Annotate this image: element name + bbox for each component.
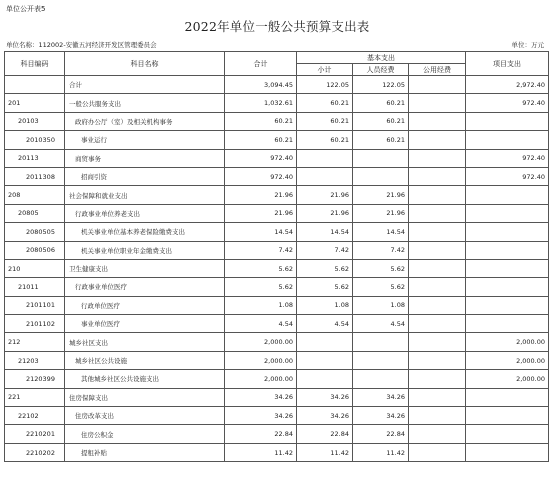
cell-total: 60.21 <box>225 131 297 149</box>
cell-code: 2210202 <box>5 443 65 461</box>
cell-total: 5.62 <box>225 259 297 277</box>
page-title: 2022年单位一般公共预算支出表 <box>184 19 370 34</box>
cell-code: 210 <box>5 259 65 277</box>
cell-subtotal <box>297 351 353 369</box>
cell-total: 972.40 <box>225 149 297 167</box>
cell-project <box>466 259 549 277</box>
table-row <box>5 76 549 94</box>
cell-project <box>466 388 549 406</box>
header-name: 科目名称 <box>65 52 225 76</box>
header-personnel: 人员经费 <box>353 64 409 76</box>
cell-project <box>466 131 549 149</box>
table-row <box>5 407 549 425</box>
cell-personnel: 60.21 <box>353 131 409 149</box>
cell-public <box>409 443 466 461</box>
cell-name: 政府办公厅（室）及相关机构事务 <box>65 112 225 130</box>
cell-code: 2010350 <box>5 131 65 149</box>
cell-name: 商贸事务 <box>65 149 225 167</box>
cell-personnel: 60.21 <box>353 112 409 130</box>
cell-total: 34.26 <box>225 388 297 406</box>
cell-subtotal: 60.21 <box>297 94 353 112</box>
header-project: 项目支出 <box>466 52 549 76</box>
cell-personnel <box>353 351 409 369</box>
cell-personnel: 1.08 <box>353 296 409 314</box>
cell-public <box>409 407 466 425</box>
cell-public <box>409 204 466 222</box>
cell-subtotal <box>297 333 353 351</box>
cell-project: 2,000.00 <box>466 351 549 369</box>
cell-total: 4.54 <box>225 315 297 333</box>
cell-personnel: 21.96 <box>353 186 409 204</box>
cell-code: 20805 <box>5 204 65 222</box>
table-row <box>5 112 549 130</box>
cell-code: 2080505 <box>5 223 65 241</box>
table-row <box>5 131 549 149</box>
table-row <box>5 333 549 351</box>
cell-name: 卫生健康支出 <box>65 259 225 277</box>
table-row <box>5 351 549 369</box>
table-row <box>5 204 549 222</box>
cell-personnel: 11.42 <box>353 443 409 461</box>
cell-project: 972.40 <box>466 94 549 112</box>
cell-subtotal <box>297 370 353 388</box>
cell-personnel: 7.42 <box>353 241 409 259</box>
cell-public <box>409 388 466 406</box>
cell-public <box>409 370 466 388</box>
header-public: 公用经费 <box>409 64 466 76</box>
cell-subtotal: 60.21 <box>297 112 353 130</box>
table-row <box>5 278 549 296</box>
cell-total: 1,032.61 <box>225 94 297 112</box>
cell-total: 1.08 <box>225 296 297 314</box>
cell-name: 招商引资 <box>65 167 225 185</box>
currency-unit-label: 单位：万元 <box>511 41 544 49</box>
cell-total: 3,094.45 <box>225 76 297 94</box>
cell-project <box>466 112 549 130</box>
cell-name: 机关事业单位基本养老保险缴费支出 <box>65 223 225 241</box>
table-row <box>5 370 549 388</box>
header-basic: 基本支出 <box>297 52 466 64</box>
table-header <box>5 52 549 76</box>
cell-project: 2,972.40 <box>466 76 549 94</box>
table-row <box>5 443 549 461</box>
cell-total: 60.21 <box>225 112 297 130</box>
cell-project <box>466 425 549 443</box>
cell-code: 212 <box>5 333 65 351</box>
cell-public <box>409 131 466 149</box>
table-row <box>5 167 549 185</box>
cell-personnel: 60.21 <box>353 94 409 112</box>
cell-public <box>409 315 466 333</box>
cell-project <box>466 315 549 333</box>
cell-project <box>466 241 549 259</box>
cell-name: 合计 <box>65 76 225 94</box>
cell-code: 2011308 <box>5 167 65 185</box>
cell-personnel: 34.26 <box>353 388 409 406</box>
cell-name: 社会保障和就业支出 <box>65 186 225 204</box>
table-row <box>5 388 549 406</box>
cell-name: 城乡社区支出 <box>65 333 225 351</box>
table-row <box>5 296 549 314</box>
cell-personnel: 5.62 <box>353 278 409 296</box>
cell-personnel <box>353 149 409 167</box>
cell-project: 972.40 <box>466 167 549 185</box>
cell-code: 20103 <box>5 112 65 130</box>
cell-project <box>466 443 549 461</box>
cell-code: 22102 <box>5 407 65 425</box>
cell-code: 208 <box>5 186 65 204</box>
cell-total: 2,000.00 <box>225 351 297 369</box>
cell-total: 22.84 <box>225 425 297 443</box>
cell-name: 事业单位医疗 <box>65 315 225 333</box>
cell-subtotal: 5.62 <box>297 259 353 277</box>
cell-public <box>409 186 466 204</box>
cell-code: 2101102 <box>5 315 65 333</box>
cell-public <box>409 167 466 185</box>
cell-name: 住房保障支出 <box>65 388 225 406</box>
table-row <box>5 241 549 259</box>
cell-public <box>409 259 466 277</box>
cell-total: 21.96 <box>225 186 297 204</box>
cell-code: 21203 <box>5 351 65 369</box>
cell-subtotal: 11.42 <box>297 443 353 461</box>
table-row <box>5 425 549 443</box>
cell-subtotal: 1.08 <box>297 296 353 314</box>
cell-name: 事业运行 <box>65 131 225 149</box>
cell-public <box>409 149 466 167</box>
budget-table <box>4 51 549 462</box>
cell-total: 2,000.00 <box>225 370 297 388</box>
cell-project: 2,000.00 <box>466 370 549 388</box>
cell-subtotal: 4.54 <box>297 315 353 333</box>
cell-subtotal <box>297 149 353 167</box>
unit-name-label: 单位名称：112002-安徽五河经济开发区管理委员会 <box>6 41 157 49</box>
cell-code: 2080506 <box>5 241 65 259</box>
cell-code: 2120399 <box>5 370 65 388</box>
table-row <box>5 315 549 333</box>
cell-subtotal: 34.26 <box>297 407 353 425</box>
cell-code: 201 <box>5 94 65 112</box>
cell-total: 14.54 <box>225 223 297 241</box>
cell-code: 2210201 <box>5 425 65 443</box>
cell-public <box>409 296 466 314</box>
cell-personnel <box>353 167 409 185</box>
cell-total: 11.42 <box>225 443 297 461</box>
cell-personnel <box>353 370 409 388</box>
cell-code: 21011 <box>5 278 65 296</box>
cell-subtotal: 60.21 <box>297 131 353 149</box>
cell-subtotal: 7.42 <box>297 241 353 259</box>
cell-total: 7.42 <box>225 241 297 259</box>
header-code: 科目编码 <box>5 52 65 76</box>
cell-public <box>409 351 466 369</box>
cell-project <box>466 186 549 204</box>
cell-personnel: 4.54 <box>353 315 409 333</box>
cell-project <box>466 278 549 296</box>
cell-subtotal: 21.96 <box>297 186 353 204</box>
cell-name: 城乡社区公共设施 <box>65 351 225 369</box>
cell-project <box>466 296 549 314</box>
cell-name: 住房公积金 <box>65 425 225 443</box>
cell-code <box>5 76 65 94</box>
cell-subtotal: 14.54 <box>297 223 353 241</box>
table-row <box>5 186 549 204</box>
header-total: 合计 <box>225 52 297 76</box>
cell-name: 提租补贴 <box>65 443 225 461</box>
cell-public <box>409 278 466 296</box>
table-row <box>5 259 549 277</box>
cell-public <box>409 425 466 443</box>
cell-name: 行政事业单位养老支出 <box>65 204 225 222</box>
cell-project: 972.40 <box>466 149 549 167</box>
cell-total: 34.26 <box>225 407 297 425</box>
cell-project: 2,000.00 <box>466 333 549 351</box>
cell-public <box>409 333 466 351</box>
cell-total: 5.62 <box>225 278 297 296</box>
table-body <box>5 76 549 462</box>
table-row <box>5 149 549 167</box>
cell-personnel: 122.05 <box>353 76 409 94</box>
cell-personnel: 34.26 <box>353 407 409 425</box>
cell-name: 住房改革支出 <box>65 407 225 425</box>
cell-personnel: 21.96 <box>353 204 409 222</box>
cell-total: 2,000.00 <box>225 333 297 351</box>
cell-public <box>409 112 466 130</box>
cell-total: 21.96 <box>225 204 297 222</box>
cell-name: 其他城乡社区公共设施支出 <box>65 370 225 388</box>
cell-public <box>409 76 466 94</box>
table-row <box>5 223 549 241</box>
cell-public <box>409 94 466 112</box>
cell-personnel <box>353 333 409 351</box>
header-subtotal: 小计 <box>297 64 353 76</box>
cell-project <box>466 223 549 241</box>
cell-code: 20113 <box>5 149 65 167</box>
cell-subtotal: 5.62 <box>297 278 353 296</box>
cell-name: 行政单位医疗 <box>65 296 225 314</box>
cell-code: 221 <box>5 388 65 406</box>
cell-personnel: 14.54 <box>353 223 409 241</box>
cell-public <box>409 223 466 241</box>
cell-subtotal: 34.26 <box>297 388 353 406</box>
cell-name: 行政事业单位医疗 <box>65 278 225 296</box>
cell-name: 机关事业单位职业年金缴费支出 <box>65 241 225 259</box>
cell-subtotal: 21.96 <box>297 204 353 222</box>
cell-name: 一般公共服务支出 <box>65 94 225 112</box>
cell-subtotal <box>297 167 353 185</box>
cell-code: 2101101 <box>5 296 65 314</box>
cell-project <box>466 407 549 425</box>
cell-project <box>466 204 549 222</box>
cell-subtotal: 122.05 <box>297 76 353 94</box>
cell-personnel: 5.62 <box>353 259 409 277</box>
cell-public <box>409 241 466 259</box>
cell-subtotal: 22.84 <box>297 425 353 443</box>
cell-total: 972.40 <box>225 167 297 185</box>
cell-personnel: 22.84 <box>353 425 409 443</box>
table-row <box>5 94 549 112</box>
form-number: 单位公开表5 <box>6 5 46 13</box>
